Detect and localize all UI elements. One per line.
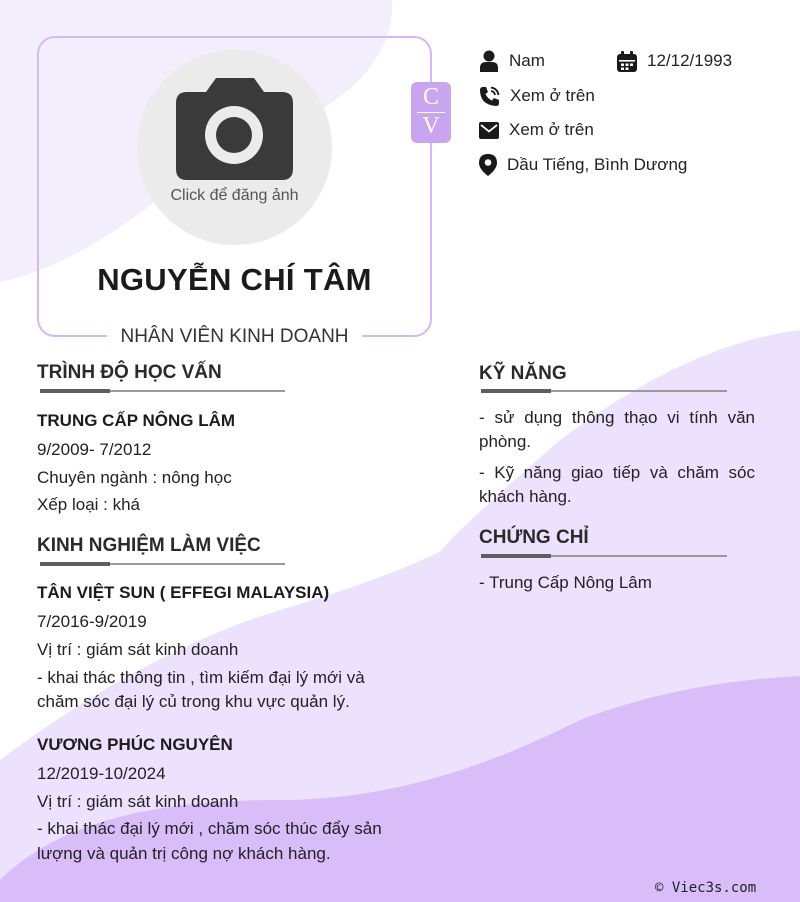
skills-rule bbox=[481, 390, 727, 392]
experience-rule bbox=[40, 563, 285, 565]
email-value: Xem ở trên bbox=[509, 120, 594, 139]
experience-title: KINH NGHIỆM LÀM VIỆC bbox=[37, 535, 261, 556]
envelope-icon bbox=[479, 122, 499, 139]
skill-item: - Kỹ năng giao tiếp và chăm sóc khách hàng. bbox=[479, 463, 755, 506]
cv-badge-top: C bbox=[422, 84, 439, 110]
gender-value: Nam bbox=[509, 51, 545, 70]
job-company: VƯƠNG PHÚC NGUYÊN bbox=[37, 735, 233, 754]
education-school: TRUNG CẤP NÔNG LÂM bbox=[37, 411, 236, 430]
contact-birthdate bbox=[617, 49, 732, 73]
photo-hint: Click để đăng ảnh bbox=[170, 187, 299, 204]
certificate-item: - Trung Cấp Nông Lâm bbox=[479, 573, 652, 592]
job-title: NHÂN VIÊN KINH DOANH bbox=[120, 326, 349, 347]
cv-badge bbox=[411, 82, 451, 143]
job-title-box bbox=[107, 322, 362, 352]
job-description-line: lượng và quản trị công nợ khách hàng. bbox=[37, 844, 331, 863]
certificates-title: CHỨNG CHỈ bbox=[479, 527, 589, 548]
job-period: 12/2019-10/2024 bbox=[37, 764, 166, 783]
calendar-icon bbox=[617, 51, 637, 72]
education-rule bbox=[40, 390, 285, 392]
education-rank: Xếp loại : khá bbox=[37, 495, 141, 514]
job-description-line: - khai thác thông tin , tìm kiếm đại lý mới và bbox=[37, 668, 365, 687]
full-name: NGUYỄN CHÍ TÂM bbox=[97, 262, 372, 297]
address-value: Dầu Tiếng, Bình Dương bbox=[507, 155, 688, 174]
cv-badge-bottom: V bbox=[422, 113, 440, 139]
contact-gender bbox=[479, 49, 545, 73]
job-position: Vị trí : giám sát kinh doanh bbox=[37, 792, 239, 811]
phone-icon bbox=[479, 86, 500, 107]
location-pin-icon bbox=[479, 154, 497, 176]
birthdate-value: 12/12/1993 bbox=[647, 51, 733, 70]
contact-phone bbox=[479, 84, 595, 108]
job-description-line: chăm sóc đại lý củ trong khu vực quản lý. bbox=[37, 692, 350, 711]
contact-email bbox=[479, 118, 594, 142]
contact-address bbox=[479, 153, 687, 177]
education-title: TRÌNH ĐỘ HỌC VẤN bbox=[37, 362, 222, 383]
skills-title: KỸ NĂNG bbox=[479, 363, 567, 384]
job-company: TÂN VIỆT SUN ( EFFEGI MALAYSIA) bbox=[37, 583, 330, 602]
certificates-rule bbox=[481, 555, 727, 557]
education-major: Chuyên ngành : nông học bbox=[37, 468, 232, 487]
skill-item: - sử dụng thông thạo vi tính văn phòng. bbox=[479, 408, 755, 451]
job-description-line: - khai thác đại lý mới , chăm sóc thúc đẩy sản bbox=[37, 819, 382, 838]
footer-credit: © Viec3s.com bbox=[655, 880, 757, 896]
person-icon bbox=[479, 50, 499, 72]
job-position: Vị trí : giám sát kinh doanh bbox=[37, 640, 239, 659]
photo-upload[interactable] bbox=[137, 50, 332, 245]
camera-icon bbox=[176, 78, 293, 180]
education-period: 9/2009- 7/2012 bbox=[37, 440, 152, 459]
phone-value: Xem ở trên bbox=[510, 86, 595, 105]
job-period: 7/2016-9/2019 bbox=[37, 612, 147, 631]
